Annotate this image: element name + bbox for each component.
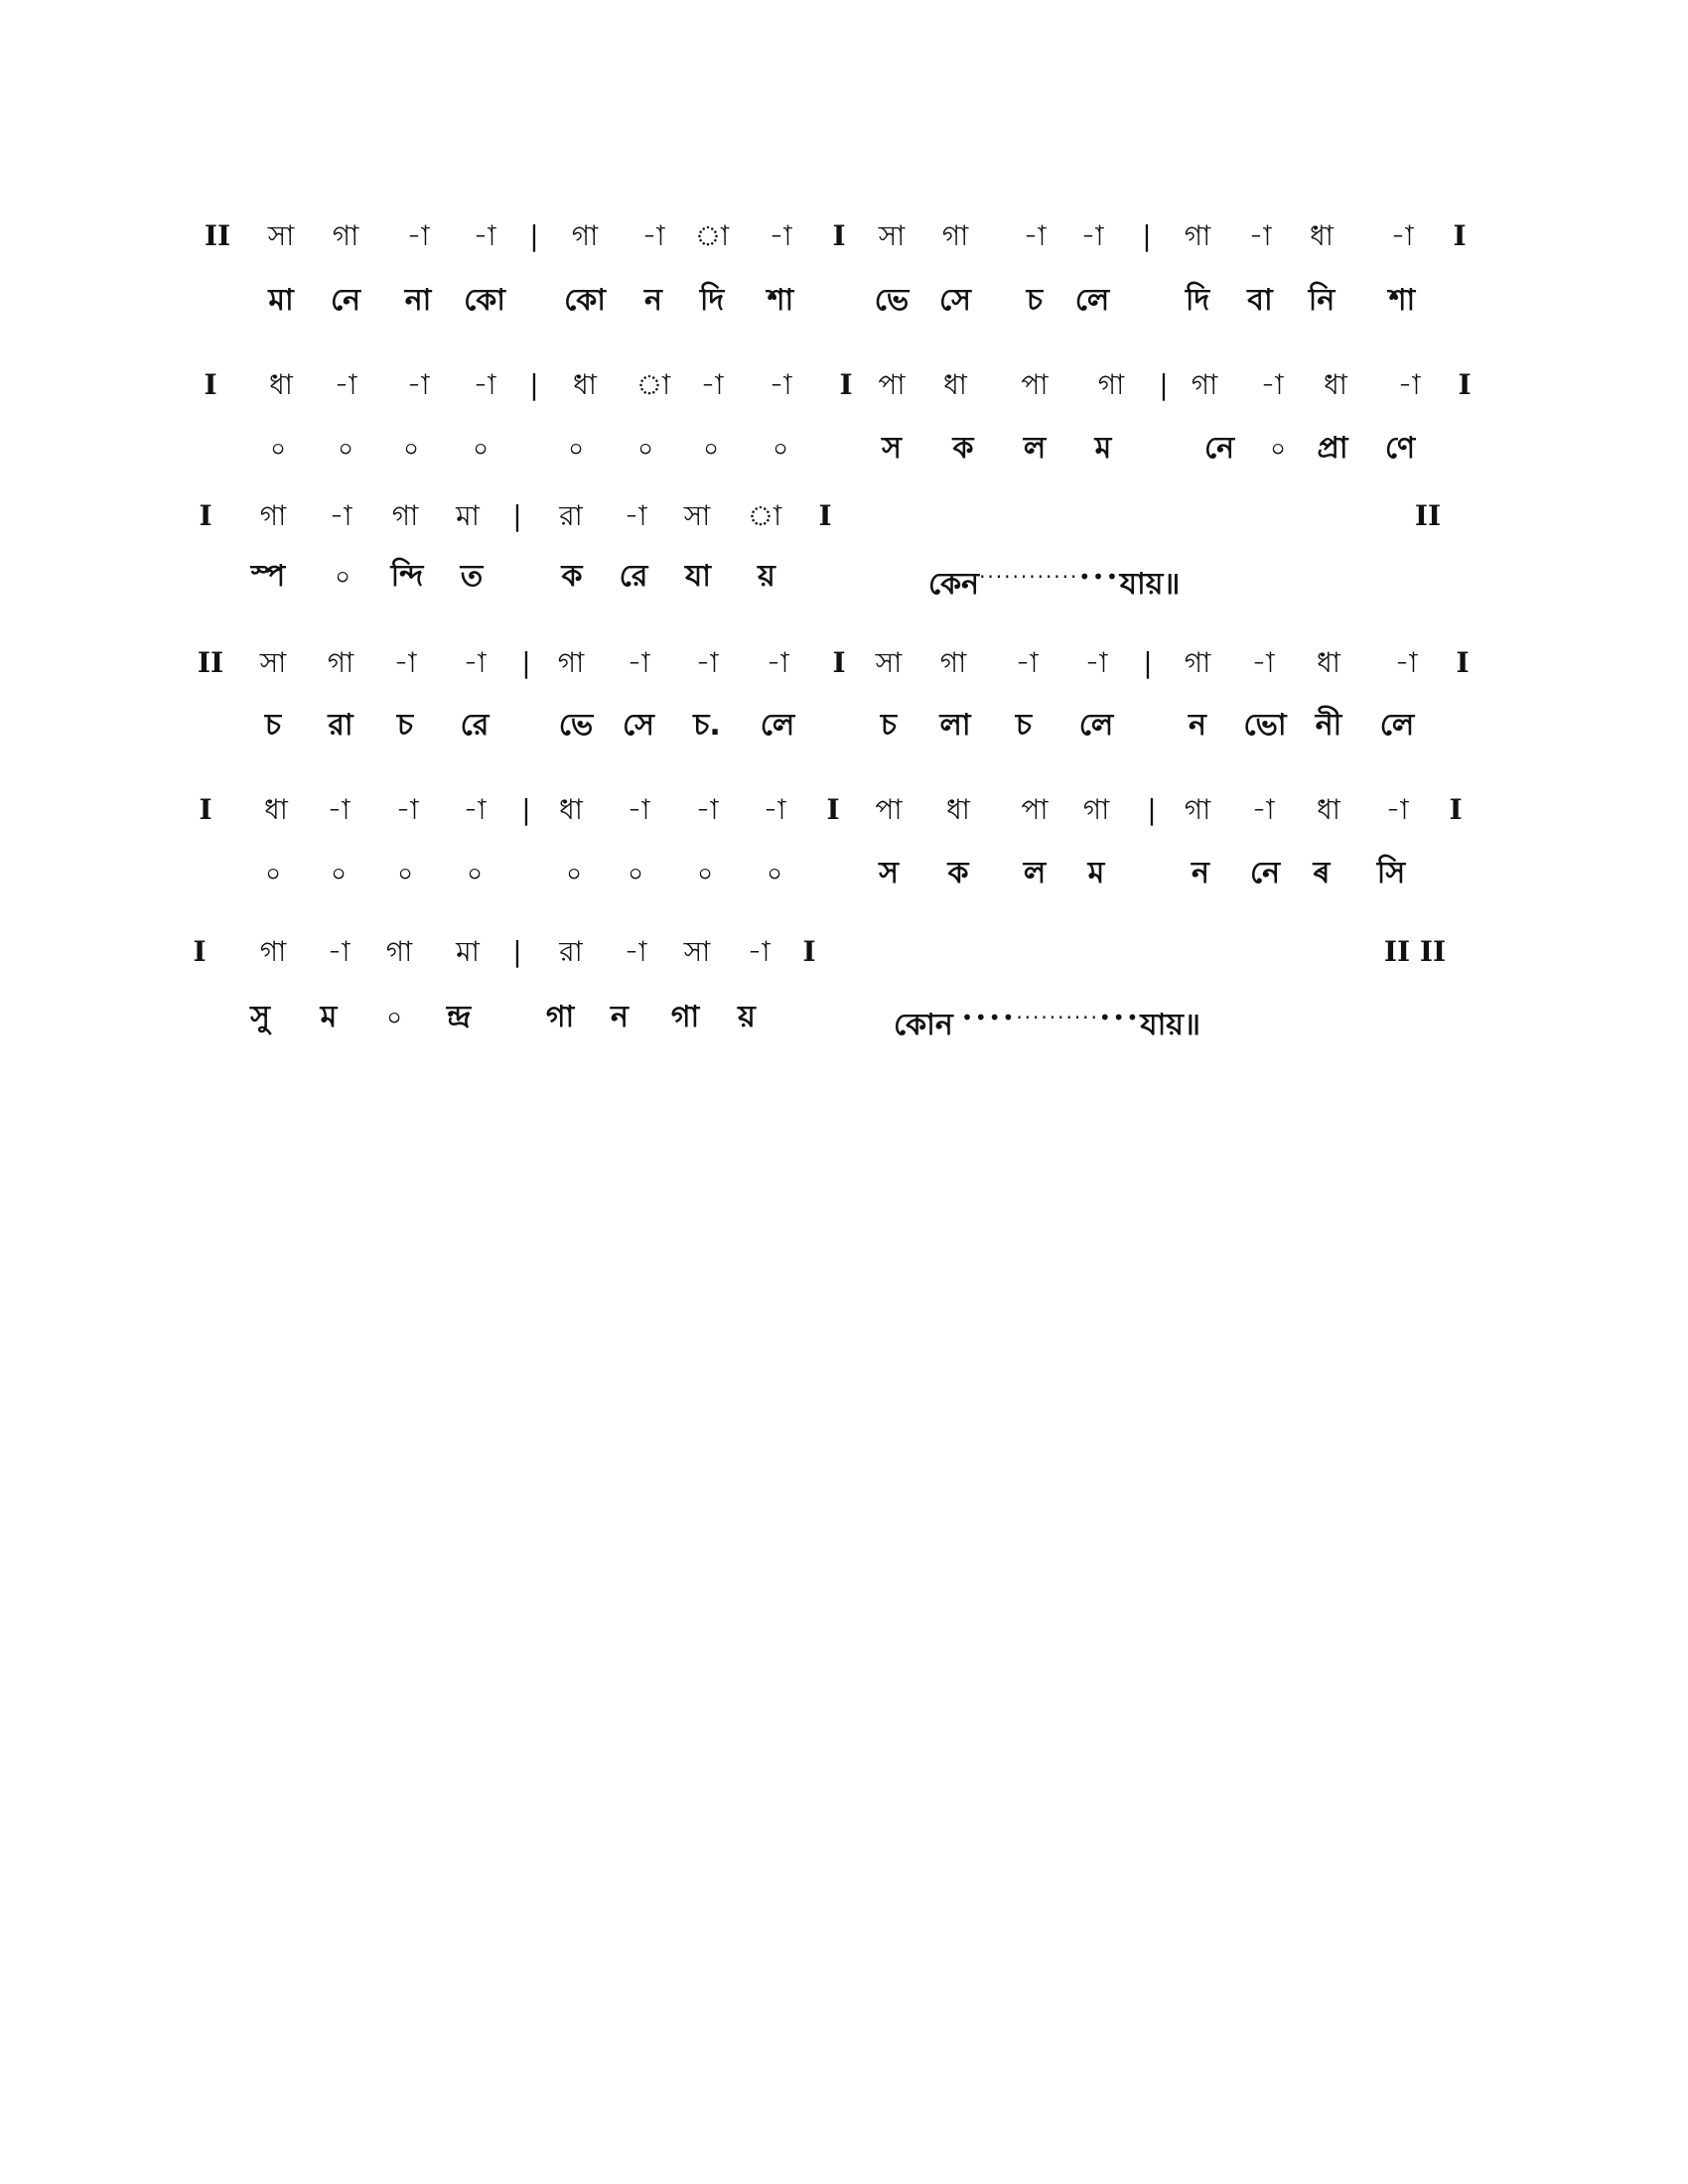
lyric-syllable: ০ <box>568 435 584 463</box>
note: -া <box>334 368 357 401</box>
lyric-syllable: য় <box>738 1000 756 1034</box>
note: মা <box>456 935 480 968</box>
note: সা <box>683 935 711 968</box>
note: গা <box>1184 646 1211 679</box>
note: -া <box>463 646 487 679</box>
bar-line: I <box>199 793 212 826</box>
lyric-syllable: না <box>404 283 432 318</box>
note: গা <box>1184 219 1211 252</box>
beat-divider: | <box>1142 219 1152 252</box>
lyric-syllable: ন <box>644 283 662 318</box>
note: -া <box>393 646 417 679</box>
note: -া <box>769 368 792 401</box>
note: গা <box>332 219 359 252</box>
lyric-syllable: চ <box>880 708 898 743</box>
lyric-syllable: ভে <box>874 283 910 318</box>
note: গা <box>259 499 287 532</box>
note: -া <box>747 935 771 968</box>
note: -া <box>327 935 351 968</box>
lyric-row-2 <box>0 424 1688 474</box>
lyric-syllable: সে <box>623 708 654 743</box>
note: সা <box>267 219 295 252</box>
lyric-syllable: লে <box>760 708 795 743</box>
beat-divider: | <box>521 793 531 826</box>
lyric-row-6 <box>0 993 1688 1042</box>
lyric-syllable: ০ <box>335 563 351 591</box>
double-bar: II <box>1414 499 1442 532</box>
note: -া <box>327 793 351 826</box>
lyric-syllable: ক <box>561 559 583 594</box>
bar-line: I <box>1453 219 1467 252</box>
note: পা <box>875 793 903 826</box>
note: ধা <box>1310 219 1334 252</box>
note: ধা <box>264 793 288 826</box>
lyric-syllable: সে <box>939 283 971 318</box>
lyric-syllable: ০ <box>265 860 281 887</box>
notation-row-2 <box>0 360 1688 410</box>
lyric-syllable: শা <box>1388 283 1416 318</box>
lyric-syllable: ০ <box>397 860 413 887</box>
note: ধা <box>946 793 970 826</box>
lyric-syllable: রে <box>619 559 648 594</box>
lyric-syllable: রে <box>460 708 490 743</box>
note: মা <box>456 499 480 532</box>
note: -া <box>473 368 496 401</box>
note: গা <box>1191 368 1218 401</box>
note: ধা <box>573 368 597 401</box>
bar-line: I <box>199 499 212 532</box>
lyric-row-4 <box>0 701 1688 751</box>
lyric-syllable: ণে <box>1384 431 1416 466</box>
note: -া <box>1015 646 1039 679</box>
beat-divider: | <box>529 368 539 401</box>
lyric-syllable: কো <box>464 283 505 318</box>
notation-row-5 <box>0 785 1688 835</box>
double-bar: II <box>204 219 231 252</box>
beat-divider: | <box>1143 646 1153 679</box>
notation-row-6 <box>0 927 1688 977</box>
note: রা <box>559 499 583 532</box>
lyric-syllable: শা <box>767 283 794 318</box>
note: -া <box>641 219 665 252</box>
note: -া <box>406 219 430 252</box>
lyric-syllable: ০ <box>773 435 788 463</box>
note: -া <box>695 793 719 826</box>
notation-row-3 <box>0 491 1688 541</box>
note: -া <box>624 935 647 968</box>
beat-divider: | <box>512 935 522 968</box>
note: পা <box>1021 368 1049 401</box>
note: -া <box>1385 793 1409 826</box>
lyric-row-1 <box>0 276 1688 326</box>
lyric-syllable: ৰ <box>1313 856 1331 890</box>
note: গা <box>391 499 419 532</box>
lyric-syllable: নী <box>1315 708 1342 743</box>
lyric-syllable: নে <box>1249 856 1281 890</box>
repeat-suffix: যায়॥ <box>1140 1008 1200 1042</box>
note: -া <box>1394 646 1418 679</box>
note: -া <box>700 368 724 401</box>
note: ধা <box>559 793 583 826</box>
lyric-syllable: মা <box>268 283 294 318</box>
lyric-syllable: দি <box>699 283 725 318</box>
lyric-syllable: নে <box>330 283 361 318</box>
repeat-suffix: যায়॥ <box>1119 567 1181 602</box>
continuation-dots: ············••• <box>979 565 1120 589</box>
note: -া <box>769 219 792 252</box>
note: -া <box>695 646 719 679</box>
lyric-syllable: চ <box>396 708 414 743</box>
note: ধা <box>1317 646 1340 679</box>
note: -া <box>473 219 496 252</box>
lyric-syllable: রা <box>328 708 353 743</box>
bar-line: I <box>1456 646 1470 679</box>
lyric-syllable: ০ <box>338 435 353 463</box>
note: -া <box>763 793 786 826</box>
lyric-syllable: ০ <box>403 435 419 463</box>
lyric-syllable: ০ <box>1270 435 1286 463</box>
note: -া <box>627 793 650 826</box>
lyric-syllable: দি <box>1185 283 1210 318</box>
beat-divider: | <box>521 646 531 679</box>
lyric-syllable: চ. <box>693 708 721 743</box>
beat-divider: | <box>1159 368 1169 401</box>
note: পা <box>1021 793 1049 826</box>
note: ধা <box>1324 368 1347 401</box>
note: -া <box>329 499 352 532</box>
note: -া <box>766 646 789 679</box>
lyric-syllable: চ <box>1015 708 1033 743</box>
lyric-syllable: ০ <box>473 435 489 463</box>
note: গা <box>327 646 354 679</box>
note: -া <box>1023 219 1047 252</box>
lyric-syllable: ম <box>320 1000 338 1034</box>
note: সা <box>683 499 711 532</box>
note: গা <box>571 219 599 252</box>
note: া <box>747 499 782 532</box>
note: -া <box>1084 646 1108 679</box>
lyric-syllable: লা <box>939 708 971 743</box>
note: -া <box>1080 219 1104 252</box>
lyric-syllable: ০ <box>703 435 719 463</box>
lyric-syllable: ০ <box>566 860 582 887</box>
lyric-syllable: ম <box>1087 856 1105 890</box>
lyric-row-3 <box>0 552 1688 602</box>
note: -া <box>395 793 419 826</box>
note: -া <box>627 646 650 679</box>
lyric-syllable: প্রা <box>1317 431 1348 466</box>
lyric-syllable: কো <box>564 283 606 318</box>
lyric-syllable: ন <box>611 1000 629 1034</box>
note: রা <box>559 935 583 968</box>
note: গা <box>1082 793 1110 826</box>
continuation-dots: ••••··········••• <box>952 1006 1141 1029</box>
note: ধা <box>1317 793 1340 826</box>
bar-line: I <box>839 368 853 401</box>
lyric-syllable: ন্দ্র <box>446 1000 472 1034</box>
beat-divider: | <box>529 219 539 252</box>
lyric-syllable: গা <box>545 1000 575 1034</box>
bar-line: I <box>802 935 816 968</box>
note: গা <box>1184 793 1211 826</box>
lyric-syllable: স্প <box>250 559 286 594</box>
note: সা <box>875 646 903 679</box>
lyric-syllable: ল <box>1023 431 1047 466</box>
note: া <box>635 368 671 401</box>
lyric-syllable: ০ <box>270 435 286 463</box>
bar-line: I <box>832 219 846 252</box>
note: ধা <box>269 368 293 401</box>
lyric-syllable: সি <box>1376 856 1406 890</box>
repeat-reference <box>894 993 1200 1050</box>
lyric-syllable: নে <box>1203 431 1235 466</box>
bar-line: I <box>204 368 217 401</box>
lyric-syllable: ন <box>1189 708 1206 743</box>
lyric-syllable: ত <box>460 559 484 594</box>
note: গা <box>259 935 287 968</box>
lyric-syllable: ০ <box>386 1004 402 1031</box>
repeat-prefix: কোন <box>894 1008 953 1042</box>
lyric-syllable: ন্দি <box>390 559 424 594</box>
lyric-syllable: স <box>882 431 902 466</box>
bar-line: I <box>1458 368 1472 401</box>
lyric-syllable: গা <box>670 1000 700 1034</box>
lyric-syllable: ম <box>1094 431 1112 466</box>
lyric-syllable: ভো <box>1243 708 1287 743</box>
note: -া <box>1390 219 1414 252</box>
note: সা <box>878 219 906 252</box>
bar-line: I <box>193 935 207 968</box>
note: -া <box>1251 793 1275 826</box>
lyric-syllable: ০ <box>628 860 643 887</box>
lyric-syllable: লে <box>1379 708 1415 743</box>
note: -া <box>1251 646 1275 679</box>
lyric-syllable: য় <box>758 559 775 594</box>
note: -া <box>1248 219 1272 252</box>
lyric-syllable: ক <box>952 431 974 466</box>
note: -া <box>1260 368 1284 401</box>
beat-divider: | <box>1147 793 1157 826</box>
notation-row-4 <box>0 638 1688 688</box>
bar-line: I <box>832 646 846 679</box>
lyric-row-5 <box>0 849 1688 898</box>
bar-line: I <box>826 793 840 826</box>
lyric-syllable: লে <box>1074 283 1110 318</box>
lyric-syllable: ০ <box>767 860 782 887</box>
final-double-bar: II II <box>1383 935 1447 968</box>
lyric-syllable: যা <box>685 559 711 594</box>
lyric-syllable: ০ <box>697 860 713 887</box>
lyric-syllable: ক <box>947 856 969 890</box>
notation-row-1 <box>0 211 1688 261</box>
repeat-reference <box>928 552 1180 610</box>
lyric-syllable: ০ <box>331 860 347 887</box>
lyric-syllable: বা <box>1247 283 1273 318</box>
lyric-syllable: ০ <box>637 435 653 463</box>
note: -া <box>624 499 647 532</box>
bar-line: I <box>1449 793 1463 826</box>
lyric-syllable: সু <box>250 1000 270 1034</box>
note: -া <box>463 793 487 826</box>
note: ধা <box>943 368 967 401</box>
bar-line: I <box>818 499 832 532</box>
note: গা <box>939 646 967 679</box>
note: -া <box>406 368 430 401</box>
lyric-syllable: ভে <box>558 708 594 743</box>
lyric-syllable: স <box>879 856 899 890</box>
lyric-syllable: লে <box>1078 708 1114 743</box>
note: গা <box>557 646 585 679</box>
lyric-syllable: নি <box>1308 283 1336 318</box>
note: া <box>694 219 730 252</box>
lyric-syllable: ল <box>1023 856 1047 890</box>
lyric-syllable: ন <box>1192 856 1209 890</box>
repeat-prefix: কেন <box>928 567 980 602</box>
note: গা <box>941 219 969 252</box>
note: সা <box>259 646 287 679</box>
note: পা <box>878 368 906 401</box>
note: গা <box>385 935 413 968</box>
lyric-syllable: ০ <box>467 860 483 887</box>
lyric-syllable: চ <box>1026 283 1044 318</box>
lyric-syllable: চ <box>264 708 282 743</box>
note: -া <box>1397 368 1421 401</box>
double-bar: II <box>197 646 224 679</box>
beat-divider: | <box>512 499 522 532</box>
note: গা <box>1097 368 1125 401</box>
